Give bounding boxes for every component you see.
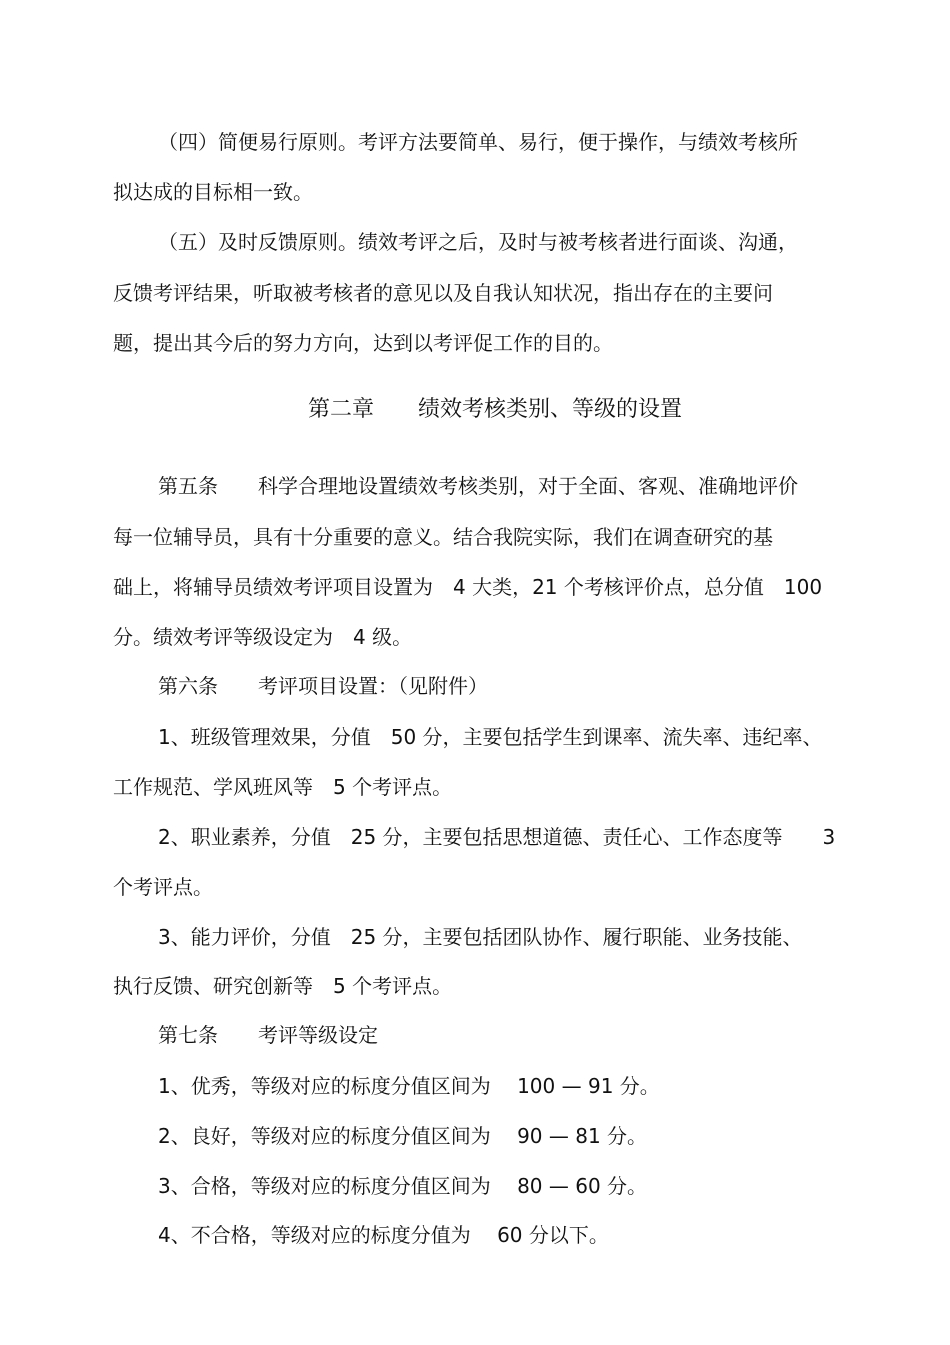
paragraph-line: 第七条 考评等级设定 xyxy=(158,1023,378,1047)
paragraph-line: （五）及时反馈原则。绩效考评之后，及时与被考核者进行面谈、沟通， xyxy=(158,230,798,254)
list-item: 4、不合格，等级对应的标度分值为 60 分以下。 xyxy=(158,1223,609,1247)
paragraph-line: 每一位辅导员，具有十分重要的意义。结合我院实际，我们在调查研究的基 xyxy=(113,525,773,549)
chapter-heading: 第二章 绩效考核类别、等级的设置 xyxy=(308,397,683,422)
paragraph-line: 个考评点。 xyxy=(113,875,213,899)
paragraph-line: 3、能力评价，分值 25 分，主要包括团队协作、履行职能、业务技能、 xyxy=(158,925,803,949)
paragraph-line: 第六条 考评项目设置：（见附件） xyxy=(158,674,488,698)
paragraph-line: 反馈考评结果，听取被考核者的意见以及自我认知状况，指出存在的主要问 xyxy=(113,281,773,305)
paragraph-line: 础上，将辅导员绩效考评项目设置为 4 大类，21 个考核评价点，总分值 100 xyxy=(113,575,823,599)
paragraph-line: 执行反馈、研究创新等 5 个考评点。 xyxy=(113,974,453,998)
paragraph-line: 第五条 科学合理地设置绩效考核类别，对于全面、客观、准确地评价 xyxy=(158,474,798,498)
paragraph-line: 题，提出其今后的努力方向，达到以考评促工作的目的。 xyxy=(113,331,613,355)
paragraph-line: 2、职业素养，分值 25 分，主要包括思想道德、责任心、工作态度等 3 xyxy=(158,825,836,849)
paragraph-line: 分。绩效考评等级设定为 4 级。 xyxy=(113,625,413,649)
list-item: 2、良好，等级对应的标度分值区间为 90 — 81 分。 xyxy=(158,1124,648,1148)
list-item: 3、合格，等级对应的标度分值区间为 80 — 60 分。 xyxy=(158,1174,648,1198)
paragraph-line: 拟达成的目标相一致。 xyxy=(113,180,313,204)
paragraph-line: （四）简便易行原则。考评方法要简单、易行，便于操作，与绩效考核所 xyxy=(158,130,798,154)
paragraph-line: 工作规范、学风班风等 5 个考评点。 xyxy=(113,775,453,799)
paragraph-line: 1、班级管理效果，分值 50 分，主要包括学生到课率、流失率、违纪率、 xyxy=(158,725,823,749)
list-item: 1、优秀，等级对应的标度分值区间为 100 — 91 分。 xyxy=(158,1074,660,1098)
